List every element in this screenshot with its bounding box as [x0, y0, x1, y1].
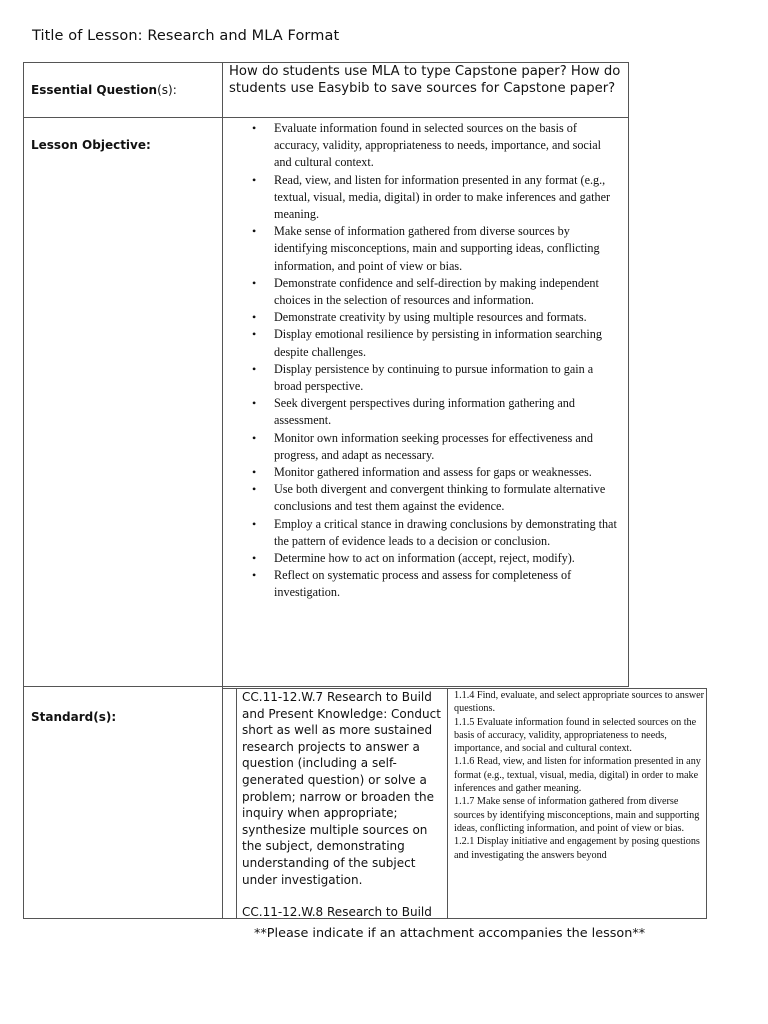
objective-item: • Use both divergent and convergent thinking to formulate alternative conclusions and test them against the evidence. [250, 481, 620, 515]
table-column-divider [222, 62, 223, 918]
standards-label: Standard(s): [31, 710, 117, 724]
attachment-note: **Please indicate if an attachment accompanies the lesson** [254, 926, 646, 941]
essential-question-text: How do students use MLA to type Capstone paper? How do students use Easybib to save sources for Capstone paper? [229, 64, 621, 96]
standards-inner-divider [447, 688, 448, 918]
lesson-objective-list [250, 120, 620, 602]
row-divider-objective [23, 686, 629, 687]
objective-item: • Employ a critical stance in drawing conclusions by demonstrating that the pattern of evidence leads to a decision or conclusion. [250, 516, 620, 550]
standards-aasl [454, 689, 706, 918]
standard-paragraph: 1.1.7 Make sense of information gathered from diverse sources by identifying misconceptions, main and supporting ideas, conflicting information, and point of view or bias. [454, 796, 700, 834]
row-divider-eq [23, 117, 629, 118]
objective-item: • Demonstrate confidence and self-direction by making independent choices in the selection of resources and information. [250, 275, 620, 309]
essential-question-label-bold: Essential Question [31, 83, 158, 97]
objective-item: • Demonstrate creativity by using multiple resources and formats. [250, 309, 620, 326]
objective-item: • Reflect on systematic process and assess for completeness of investigation. [250, 567, 620, 601]
objective-item: • Make sense of information gathered from diverse sources by identifying misconceptions, main and supporting ideas, conflicting information, and point of view or bias. [250, 223, 620, 275]
objective-item: • Determine how to act on information (accept, reject, modify). [250, 550, 620, 567]
standard-paragraph: CC.11-12.W.8 Research to Build [242, 905, 432, 919]
page-title: Title of Lesson: Research and MLA Format [32, 28, 340, 44]
objective-item: • Monitor gathered information and assess for gaps or weaknesses. [250, 464, 620, 481]
objective-item: • Monitor own information seeking processes for effectiveness and progress, and adapt as necessary. [250, 430, 620, 464]
essential-question-label [31, 83, 177, 97]
lesson-objective-label: Lesson Objective: [31, 138, 151, 152]
standard-paragraph: CC.11-12.W.7 Research to Build and Present Knowledge: Conduct short as well as more sustained research projects to answer a question (including a self-generated question) or solve a problem; narrow or broaden the inquiry when appropriate; synthesize multiple sources on the subject, demonstrating understanding of the subject under investigation. [242, 690, 441, 887]
objective-item: • Evaluate information found in selected sources on the basis of accuracy, validity, appropriateness to needs, importance, and social and cultural context. [250, 120, 620, 172]
objective-item: • Display persistence by continuing to pursue information to gain a broad perspective. [250, 361, 620, 395]
standard-paragraph: 1.2.1 Display initiative and engagement by posing questions and investigating the answers beyond [454, 836, 700, 861]
standard-paragraph: 1.1.5 Evaluate information found in selected sources on the basis of accuracy, validity, appropriateness to needs, importance, and social and cultural context. [454, 716, 697, 755]
standards-right-border [706, 688, 707, 918]
standards-common-core [242, 689, 442, 919]
objective-item: • Read, view, and listen for information presented in any format (e.g., textual, visual, media, digital) in order to make inferences and gather meaning. [250, 172, 620, 224]
standard-gap [242, 888, 442, 904]
essential-question-label-suffix: (s): [157, 83, 177, 97]
standards-inner-left [236, 688, 237, 918]
objective-item: • Display emotional resilience by persisting in information searching despite challenges. [250, 326, 620, 360]
standard-paragraph: 1.1.6 Read, view, and listen for information presented in any format (e.g., textual, visual, media, digital) in order to make inferences and gather meaning. [454, 756, 701, 795]
table-border-left [23, 62, 24, 918]
table-border-right-upper [628, 62, 629, 686]
objective-item: • Seek divergent perspectives during information gathering and assessment. [250, 395, 620, 429]
standard-paragraph: 1.1.4 Find, evaluate, and select appropriate sources to answer questions. [454, 690, 705, 715]
